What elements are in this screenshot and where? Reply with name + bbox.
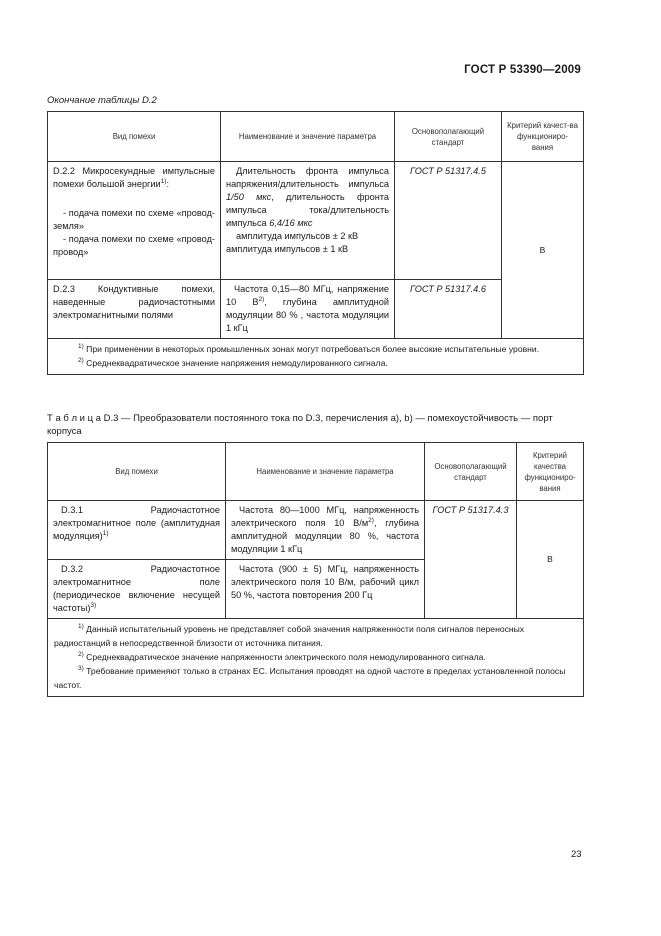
footnote: $^{1)}$ Данный испытательный уровень не представляет собой значения напряженности поля сигналов переносных радиостанций в непосредственной близости от источника питания. <box>54 623 525 648</box>
page-number: 23 <box>571 849 582 860</box>
disturbance-name: D.2.3 Кондуктивные помехи, наведенные радиочастотными электромагнитными полями <box>48 280 221 339</box>
standard-ref: ГОСТ Р 51317.4.6 <box>395 280 502 339</box>
table-d3 <box>47 442 584 697</box>
parameter-text: Частота 80—1000 МГц, напряженность электрического поля 10 $В/м^{2)}$, глубина амплитудной модуляции 80 %, частота модуляции 1 кГц <box>226 501 425 560</box>
col-header-standard: Основополагающий стандарт <box>395 112 502 162</box>
table-cell <box>48 162 221 280</box>
table-cell <box>221 162 395 280</box>
criterion-value: В <box>517 501 584 619</box>
parameter-text: Частота (900 ± 5) МГц, напряженность электрического поля 10 В/м, рабочий цикл 50 %, частота повторения 200 Гц <box>226 560 425 619</box>
col-header-criterion: Критерий качест-ва функциониро-вания <box>502 112 584 162</box>
col-header-parameter: Наименование и значение параметра <box>221 112 395 162</box>
disturbance-name: D.3.2 Радиочастотное электромагнитное поле (периодическое включение несущей частоты)$^{3)}$ <box>48 560 226 619</box>
table-d3-caption: Т а б л и ц а D.3 — Преобразователи постоянного тока по D.3, перечисления а), b) — помехоустойчивость — порт корпуса <box>47 413 553 437</box>
parameter-text: Частота 0,15—80 МГц, напряжение 10 $В^{2)}$, глубина амплитудной модуляции 80 % , частота модуляции 1 кГц <box>221 280 395 339</box>
parameter-amplitude: амплитуда импульсов ± 2 кВ <box>236 231 359 241</box>
col-header-criterion: Критерий качества функциониро-вания <box>517 443 584 501</box>
parameter-text: Длительность фронта импульса напряжения/длительность импульса 1/50 мкс, длительность фронта импульса тока/длительность импульса 6,4/16 мкс <box>226 166 390 228</box>
disturbance-name: D.2.2 Микросекундные импульсные помехи большой энергии$^{1)}$: <box>53 166 215 189</box>
list-item: - подача помехи по схеме «провод-земля» <box>53 208 215 231</box>
col-header-standard: Основополагающий стандарт <box>425 443 517 501</box>
criterion-value: В <box>502 162 584 339</box>
col-header-type: Вид помехи <box>48 443 226 501</box>
footnote: $^{3)}$ Требование применяют только в странах ЕС. Испытания проводят на одной частоте в пределах установленной полосы частот. <box>54 665 566 690</box>
col-header-type: Вид помехи <box>48 112 221 162</box>
list-item: - подача помехи по схеме «провод-провод» <box>53 234 215 257</box>
standard-ref: ГОСТ Р 51317.4.3 <box>425 501 517 619</box>
col-header-parameter: Наименование и значение параметра <box>226 443 425 501</box>
table-notes <box>48 619 584 697</box>
footnote: $^{2)}$ Среднеквадратическое значение напряжения немодулированного сигнала. <box>78 357 388 368</box>
table-notes <box>48 339 584 375</box>
document-code: ГОСТ Р 53390—2009 <box>464 64 581 76</box>
footnote: $^{2)}$ Среднеквадратическое значение напряженности электрического поля немодулированного сигнала. <box>78 651 486 662</box>
table-d2-caption: Окончание таблицы D.2 <box>47 95 157 106</box>
standard-ref: ГОСТ Р 51317.4.5 <box>395 162 502 280</box>
table-d2 <box>47 111 584 375</box>
parameter-amplitude: амплитуда импульсов ± 1 кВ <box>226 244 349 254</box>
footnote: $^{1)}$ При применении в некоторых промышленных зонах могут потребоваться более высокие испытательные уровни. <box>78 343 540 354</box>
disturbance-name: D.3.1 Радиочастотное электромагнитное поле (амплитудная модуляция)$^{1)}$ <box>48 501 226 560</box>
